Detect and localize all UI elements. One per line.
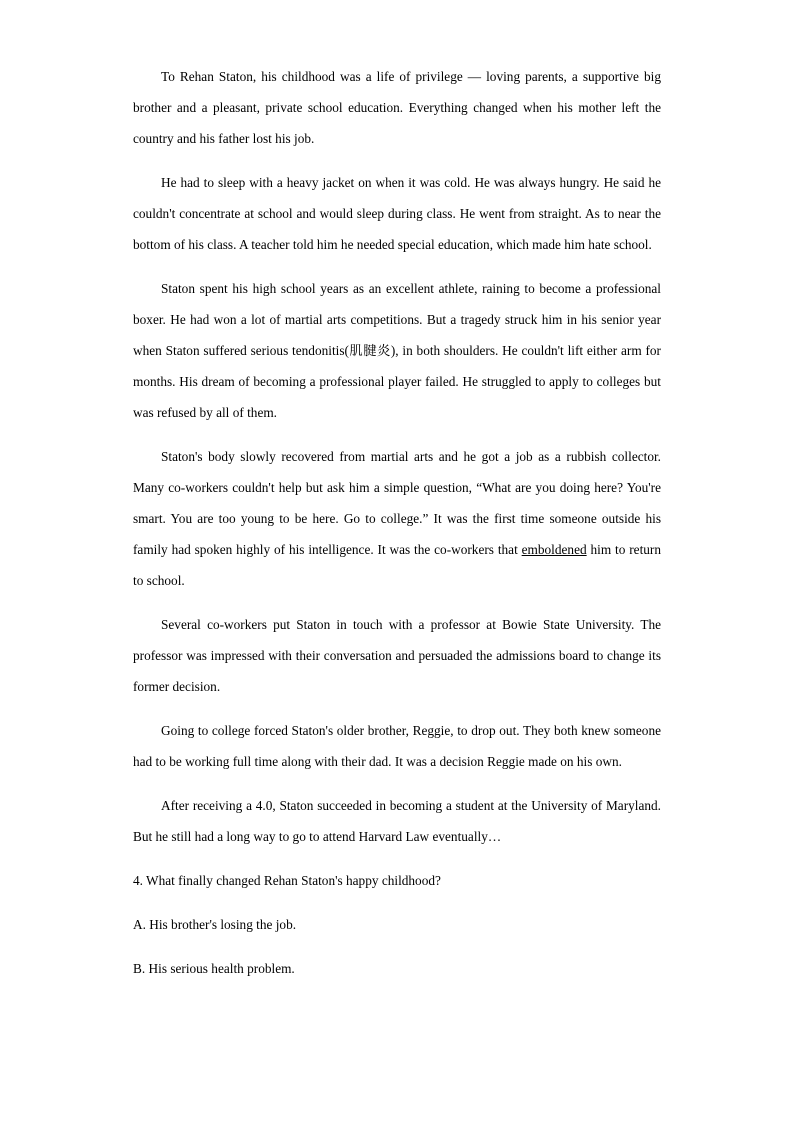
option-b: B. His serious health problem. [133, 961, 295, 976]
paragraph-4-text-before: Staton's body slowly recovered from martial arts and he got a job as a rubbish collector. Many co-workers couldn't help but ask him a simple question, “What are you doing here? You're smart. You are too young to be here. Go to college.” It was the first time someone outside his family had spoken highly of his intelligence. It was the co-workers that [133, 449, 661, 557]
paragraph-7: After receiving a 4.0, Staton succeeded in becoming a student at the University of Maryland. But he still had a long way to go to attend Harvard Law eventually… [133, 798, 661, 844]
paragraph-2: He had to sleep with a heavy jacket on when it was cold. He was always hungry. He said he couldn't concentrate at school and would sleep during class. He went from straight. As to near the bottom of his class. A teacher told him he needed special education, which made him hate school. [133, 175, 661, 252]
paragraph-5: Several co-workers put Staton in touch with a professor at Bowie State University. The professor was impressed with their conversation and persuaded the admissions board to change its former decision. [133, 617, 661, 694]
underlined-word: emboldened [521, 542, 587, 557]
document-page [133, 61, 661, 997]
question-stem: 4. What finally changed Rehan Staton's happy childhood? [133, 873, 441, 888]
paragraph-1: To Rehan Staton, his childhood was a life of privilege — loving parents, a supportive big brother and a pleasant, private school education. Everything changed when his mother left the country and his father lost his job. [133, 69, 661, 146]
paragraph-6: Going to college forced Staton's older brother, Reggie, to drop out. They both knew someone had to be working full time along with their dad. It was a decision Reggie made on his own. [133, 723, 661, 769]
paragraph-4 [133, 441, 661, 596]
paragraph-3: Staton spent his high school years as an excellent athlete, raining to become a professional boxer. He had won a lot of martial arts competitions. But a tragedy struck him in his senior year when Staton suffered serious tendonitis(肌腱炎), in both shoulders. He couldn't lift either arm for months. His dream of becoming a professional player failed. He struggled to apply to colleges but was refused by all of them. [133, 281, 661, 420]
option-a: A. His brother's losing the job. [133, 917, 297, 932]
paragraph-4-text-after: him to return to school. [133, 542, 661, 588]
